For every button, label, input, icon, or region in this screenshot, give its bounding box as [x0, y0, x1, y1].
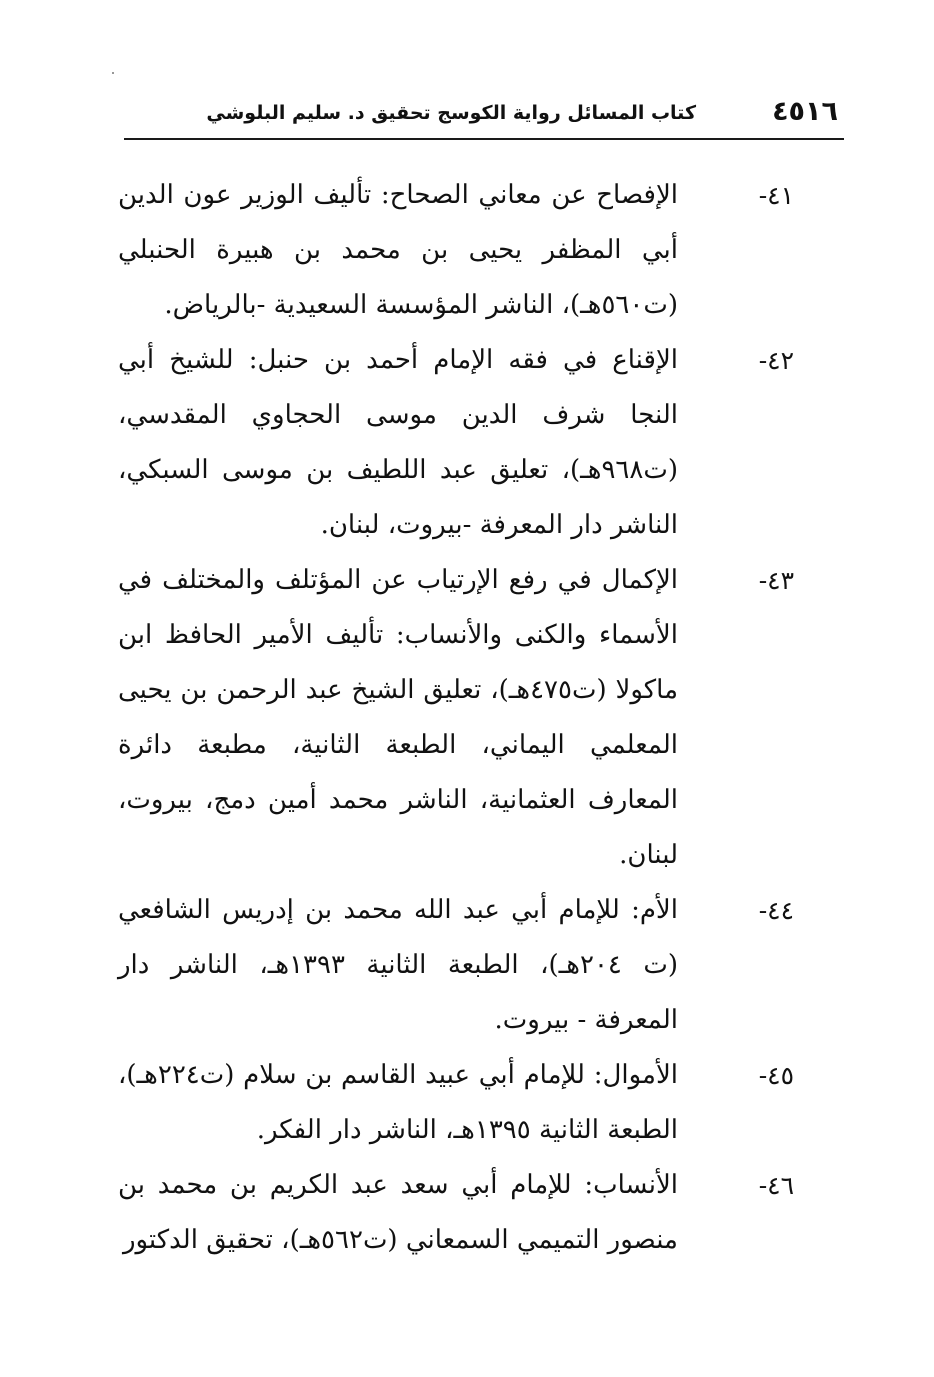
bibliography-entry — [118, 333, 794, 553]
entry-text: الأموال: للإمام أبي عبيد القاسم بن سلام (ت٢٢٤هـ)، الطبعة الثانية ١٣٩٥هـ، الناشر دار الفكر. — [118, 1060, 678, 1145]
running-title: كتاب المسائل رواية الكوسج تحقيق د. سليم البلوشي — [206, 102, 696, 124]
bibliography-list — [118, 168, 794, 1268]
scan-speck — [112, 72, 114, 74]
bibliography-entry — [118, 883, 794, 1048]
running-header — [124, 92, 844, 140]
bibliography-entry — [118, 553, 794, 883]
entry-text: الأنساب: للإمام أبي سعد عبد الكريم بن محمد بن منصور التميمي السمعاني (ت٥٦٢هـ)، تحقيق الدكتور — [118, 1170, 678, 1255]
entry-number: ٤٢- — [758, 346, 794, 375]
bibliography-entry — [118, 1048, 794, 1158]
entry-text: الإكمال في رفع الإرتياب عن المؤتلف والمختلف في الأسماء والكنى والأنساب: تأليف الأمير الحافظ ابن ماكولا (ت٤٧٥هـ)، تعليق الشيخ عبد الرحمن بن يحيى المعلمي اليماني، الطبعة الثانية، مطبعة دائرة المعارف العثمانية، الناشر محمد أمين دمج، بيروت، لبنان. — [118, 565, 679, 870]
entry-text: الإقناع في فقه الإمام أحمد بن حنبل: للشيخ أبي النجا شرف الدين موسى الحجاوي المقدسي، (ت٩٦٨هـ)، تعليق عبد اللطيف بن موسى السبكي، الناشر دار المعرفة -بيروت، لبنان. — [118, 345, 678, 540]
entry-number: ٤٣- — [758, 566, 794, 595]
entry-number: ٤١- — [758, 181, 794, 210]
bibliography-entry — [118, 168, 794, 333]
entry-text: الإفصاح عن معاني الصحاح: تأليف الوزير عون الدين أبي المظفر يحيى بن محمد بن هبيرة الحنبلي (ت٥٦٠هـ)، الناشر المؤسسة السعيدية -بالرياض. — [118, 180, 678, 320]
entry-number: ٤٦- — [758, 1171, 794, 1200]
entry-number: ٤٥- — [758, 1061, 794, 1090]
bibliography-entry — [118, 1158, 794, 1268]
entry-text: الأم: للإمام أبي عبد الله محمد بن إدريس الشافعي (ت ٢٠٤هـ)، الطبعة الثانية ١٣٩٣هـ، الناشر دار المعرفة - بيروت. — [118, 895, 678, 1035]
page-number: ٤٥١٦ — [772, 96, 838, 127]
entry-number: ٤٤- — [758, 896, 794, 925]
